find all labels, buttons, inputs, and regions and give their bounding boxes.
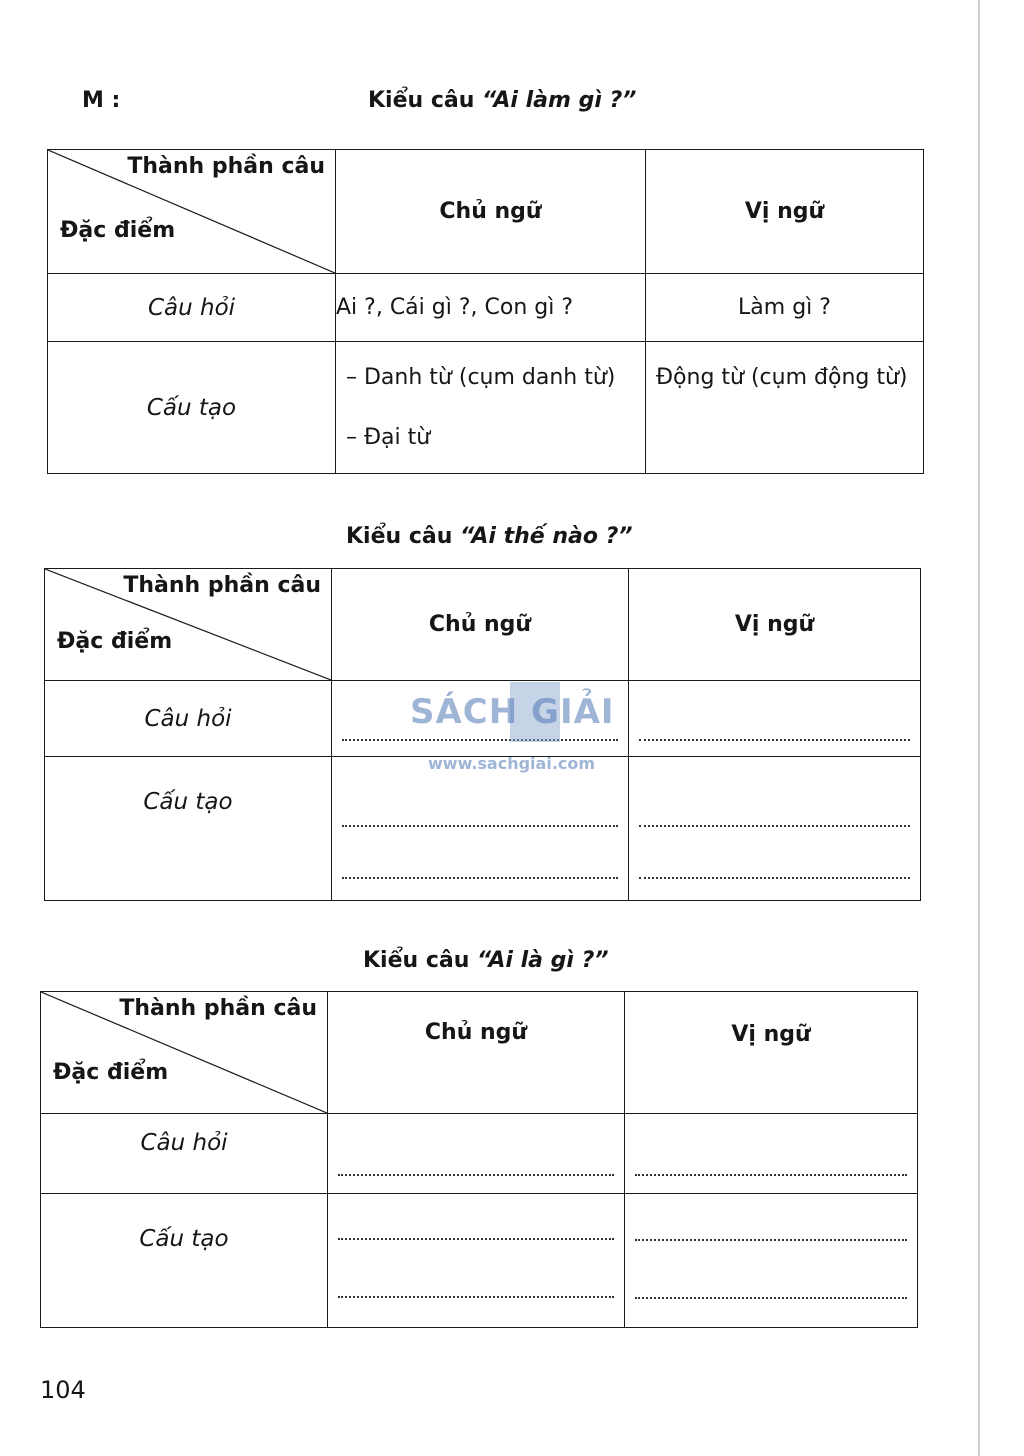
dotted-answer-line [342,737,618,741]
page-number: 104 [40,1376,86,1404]
dotted-answer-line [338,1294,614,1298]
predicate-header: Vị ngữ [625,992,918,1114]
model-label: M : [82,88,121,113]
watermark-url: www.sachgiai.com [428,754,596,773]
table-ai-lam-gi [47,149,924,474]
dotted-answer-line [639,823,910,827]
dotted-answer-line [338,1172,614,1176]
predicate-header: Vị ngữ [629,569,921,681]
diagonal-header-cell [45,569,332,681]
subject-header: Chủ ngữ [328,992,625,1114]
dotted-answer-line [338,1236,614,1240]
predicate-question-cell: Làm gì ? [646,274,924,342]
subject-structure-blank [332,757,629,901]
subject-structure-cell [336,342,646,474]
section-title-quote: “Ai thế nào ?” [460,524,633,549]
column-header-label: Thành phần câu [119,996,317,1021]
predicate-header: Vị ngữ [646,150,924,274]
subject-header: Chủ ngữ [336,150,646,274]
row-header-label: Đặc điểm [57,629,173,654]
structure-row-label: Cấu tạo [45,757,332,901]
column-header-label: Thành phần câu [123,573,321,598]
subject-question-blank [332,681,629,757]
diagonal-header-cell [48,150,336,274]
subject-header: Chủ ngữ [332,569,629,681]
dotted-answer-line [639,875,910,879]
dotted-answer-line [635,1295,907,1299]
dotted-answer-line [639,737,910,741]
section-title-prefix: Kiểu câu [346,524,461,549]
dotted-answer-line [342,823,618,827]
question-row-label: Câu hỏi [48,274,336,342]
subject-structure-line: – Đại từ [346,424,431,450]
diagonal-header-cell [41,992,328,1114]
row-header-label: Đặc điểm [53,1060,169,1085]
table-ai-the-nao [44,568,921,901]
predicate-question-blank [625,1114,918,1194]
question-row-label: Câu hỏi [45,681,332,757]
section-title-quote: “Ai làm gì ?” [482,88,637,113]
dotted-answer-line [342,875,618,879]
question-row-label: Câu hỏi [41,1114,328,1194]
column-header-label: Thành phần câu [127,154,325,179]
subject-structure-blank [328,1194,625,1328]
subject-structure-line: – Danh từ (cụm danh từ) [346,364,616,390]
section-title-1 [368,88,636,113]
predicate-structure-line: Động từ (cụm động từ) [656,365,908,390]
predicate-structure-blank [625,1194,918,1328]
subject-question-blank [328,1114,625,1194]
predicate-question-blank [629,681,921,757]
predicate-structure-blank [629,757,921,901]
section-title-quote: “Ai là gì ?” [477,948,609,973]
structure-row-label: Cấu tạo [48,342,336,474]
dotted-answer-line [635,1172,907,1176]
section-title-prefix: Kiểu câu [368,88,483,113]
page-edge [978,0,980,1456]
row-header-label: Đặc điểm [60,218,176,243]
structure-row-label: Cấu tạo [41,1194,328,1328]
section-title-prefix: Kiểu câu [363,948,478,973]
predicate-structure-cell [646,342,924,474]
subject-question-cell: Ai ?, Cái gì ?, Con gì ? [336,274,646,342]
dotted-answer-line [635,1237,907,1241]
section-title-2 [346,524,633,549]
watermark-brand: SÁCH GIẢI [410,692,615,732]
section-title-3 [363,948,609,973]
table-ai-la-gi [40,991,918,1328]
